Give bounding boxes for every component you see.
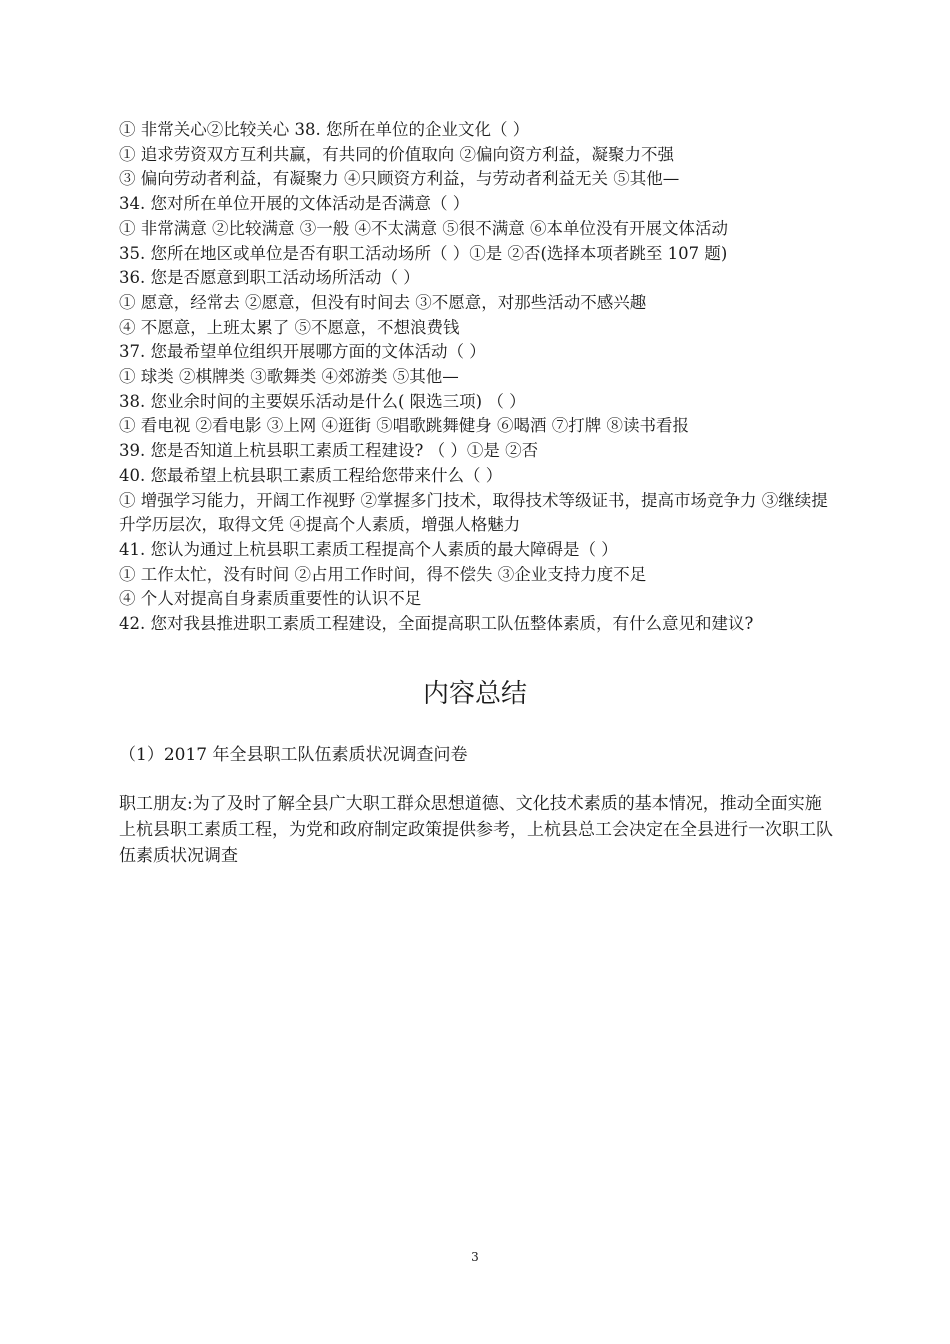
survey-line: ① 非常关心②比较关心 38. 您所在单位的企业文化（ ） — [119, 120, 530, 139]
survey-line: 36. 您是否愿意到职工活动场所活动（ ） — [119, 268, 420, 288]
survey-line: 34. 您对所在单位开展的文体活动是否满意（ ） — [119, 194, 470, 214]
survey-line: ④ 不愿意，上班太累了 ⑤不愿意，不想浪费钱 — [119, 317, 460, 337]
summary-paragraph: 职工朋友:为了及时了解全县广大职工群众思想道德、文化技术素质的基本情况，推动全面实施上杭县职工素质工程，为党和政府制定政策提供参考，上杭县总工会决定在全县进行一次职工队伍素质状况调查 — [119, 794, 833, 866]
survey-line: ① 球类 ②棋牌类 ③歌舞类 ④郊游类 ⑤其他— — [119, 367, 459, 387]
survey-line: 35. 您所在地区或单位是否有职工活动场所（ ）①是 ②否(选择本项者跳至 107 题) — [119, 243, 728, 263]
survey-line: ① 增强学习能力，开阔工作视野 ②掌握多门技术，取得技术等级证书，提高市场竞争力 ③继续提升学历层次，取得文凭 ④提高个人素质，增强人格魅力 — [119, 490, 828, 535]
survey-line: 41. 您认为通过上杭县职工素质工程提高个人素质的最大障碍是（ ） — [119, 539, 618, 559]
survey-line: ① 工作太忙，没有时间 ②占用工作时间，得不偿失 ③企业支持力度不足 — [119, 564, 647, 584]
survey-line: ① 非常满意 ②比较满意 ③一般 ④不太满意 ⑤很不满意 ⑥本单位没有开展文体活动 — [119, 218, 728, 238]
survey-line: ① 愿意，经常去 ②愿意，但没有时间去 ③不愿意，对那些活动不感兴趣 — [119, 292, 647, 312]
survey-line: ④ 个人对提高自身素质重要性的认识不足 — [119, 589, 422, 609]
survey-line: 42. 您对我县推进职工素质工程建设，全面提高职工队伍整体素质，有什么意见和建议? — [119, 614, 754, 634]
summary-heading: 内容总结 — [422, 679, 527, 709]
survey-line: 39. 您是否知道上杭县职工素质工程建设? （ ）①是 ②否 — [119, 441, 539, 461]
survey-line: 38. 您业余时间的主要娱乐活动是什么( 限选三项) （ ） — [119, 391, 526, 411]
survey-questions — [119, 118, 834, 637]
page-number: 3 — [471, 1250, 479, 1264]
survey-line: 40. 您最希望上杭县职工素质工程给您带来什么（ ） — [119, 465, 503, 485]
survey-line: ③ 偏向劳动者利益，有凝聚力 ④只顾资方利益，与劳动者利益无关 ⑤其他— — [119, 169, 680, 189]
survey-line: 37. 您最希望单位组织开展哪方面的文体活动（ ） — [119, 342, 486, 362]
survey-line: ① 看电视 ②看电影 ③上网 ④逛街 ⑤唱歌跳舞健身 ⑥喝酒 ⑦打牌 ⑧读书看报 — [119, 416, 689, 436]
survey-line: ① 追求劳资双方互利共赢，有共同的价值取向 ②偏向资方利益，凝聚力不强 — [119, 144, 674, 164]
summary-item: （1）2017 年全县职工队伍素质状况调查问卷 — [119, 745, 468, 765]
